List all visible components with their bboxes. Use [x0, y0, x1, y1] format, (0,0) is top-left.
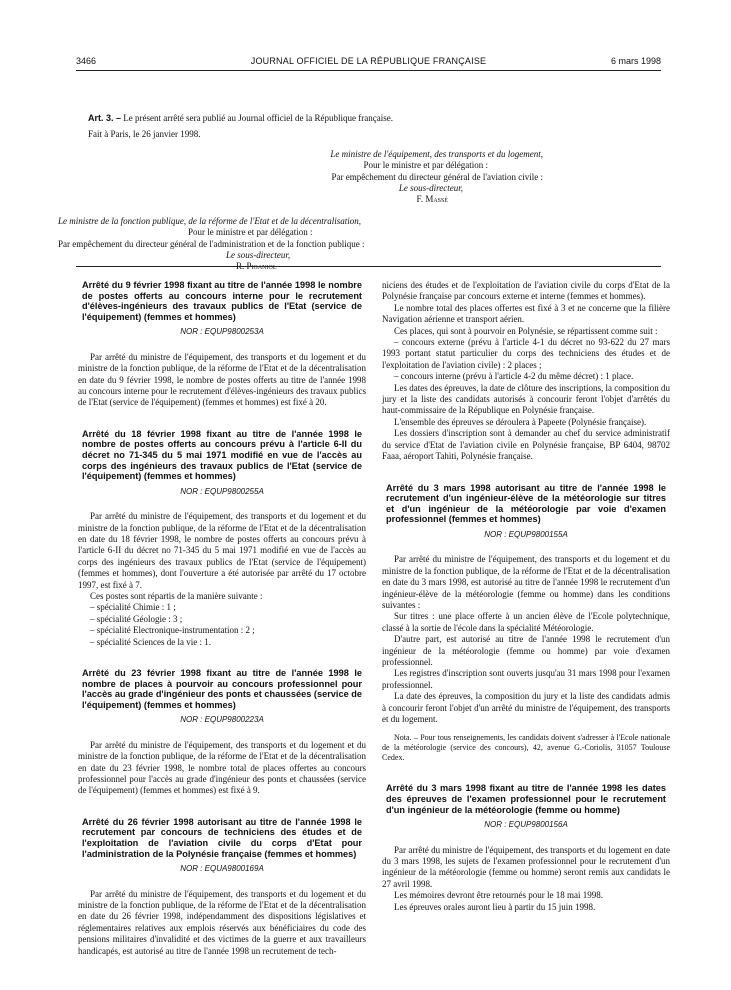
arrete-3-mars-recrutement: [382, 483, 670, 764]
sig-fp-line-4: Le sous-directeur,: [226, 250, 291, 261]
arrete-title: Arrêté du 18 février 1998 fixant au titre de l'année 1998 le nombre de postes offerts au concours prévu à l'article 6-II du décret no 71-345 du 5 mai 1971 modifié en vue de l'accès au corps des ingénieurs des travaux publics de l'Etat (service de l'équipement) (femmes et hommes): [82, 428, 362, 482]
list-item: – concours interne (prévu à l'article 4-2 du même décret) : 1 place.: [394, 371, 634, 382]
list-item: – concours externe (prévu à l'article 4-1 du décret no 93-622 du 27 mars 1993 portant statut particulier du corps des techniciens des études et de l'exploitation de l'aviation civile) : 2 places ;: [382, 337, 670, 370]
arrete-body: D'autre part, est autorisé au titre de l'année 1998 le recrutement d'un ingénieur de la météorologie (femme ou homme) par voie d'examen professionnel.: [382, 634, 670, 667]
list-item: – spécialité Chimie : 1 ;: [90, 602, 176, 613]
arrete-18-fevrier: [78, 429, 366, 648]
arrete-title: Arrêté du 9 février 1998 fixant au titre de l'année 1998 le nombre de postes offerts au concours interne pour le recrutement d'élèves-ingénieurs des travaux publics de l'Etat (service de l'équipement) (femmes et hommes): [82, 280, 362, 322]
arrete-body: Les dossiers d'inscription sont à demander au chef du service administratif du service d'Etat de l'aviation civile en Polynésie française, BP 6404, 98702 Faaa, aéroport Tahiti, Polynésie française.: [382, 428, 670, 462]
previous-article-end: [58, 113, 663, 273]
article-3: [88, 113, 663, 124]
nor-reference: NOR : EQUP9800155A: [484, 529, 568, 539]
nor-reference: NOR : EQUP9800156A: [484, 820, 568, 830]
arrete-3-mars-dates: [382, 783, 670, 913]
arrete-body: niciens des études et de l'exploitation de l'aviation civile du corps d'Etat de la Polynésie française par concours externe et interne (femmes et hommes).: [382, 280, 670, 302]
sig-eq-line-2: Pour le ministre et par délégation :: [363, 160, 488, 171]
arrete-body: Par arrêté du ministre de l'équipement, des transports et du logement et du ministre de la fonction publique, de la réforme de l'Etat et de la décentralisation en date du 3 mars 1998, est autorisé au titre de l'année 1998 le recrutement d'un ingénieur-élève de la météorologie (femme ou homme) dans les conditions suivantes :: [382, 554, 670, 610]
sig-fp-line-1: Le ministre de la fonction publique, de la réforme de l'Etat et de la décentralisation,: [58, 215, 362, 226]
arrete-body: La date des épreuves, la composition du jury et la liste des candidats admis à concourir feront l'objet d'un arrêté du ministre de l'équipement, des transports et du logement.: [382, 691, 670, 724]
nor-reference: NOR : EQUP9800223A: [180, 715, 264, 725]
left-column: [78, 280, 366, 957]
arrete-body: Ces postes sont répartis de la manière suivante :: [90, 591, 263, 602]
arrete-body: L'ensemble des épreuves se déroulera à Papeete (Polynésie française).: [394, 416, 647, 427]
arrete-title: Arrêté du 3 mars 1998 fixant au titre de l'année 1998 les dates des épreuves de l'examen professionnel pour le recrutement d'un ingénieur de la météorologie (femme ou homme): [386, 783, 666, 815]
fait-a-paris: Fait à Paris, le 26 janvier 1998.: [88, 129, 201, 140]
nor-reference: NOR : EQUP9800253A: [180, 327, 264, 337]
sig-eq-line-3: Par empêchement du directeur général de l'aviation civile :: [331, 171, 543, 182]
arrete-23-fevrier: [78, 668, 366, 797]
list-item: – spécialité Electronique-instrumentation : 2 ;: [90, 625, 255, 636]
sig-fp-name: R. Piganiol: [236, 261, 277, 272]
arrete-26-fevrier: [78, 817, 366, 957]
arrete-26-fevrier-suite: [382, 280, 670, 463]
nor-reference: NOR : EQUA9800169A: [180, 864, 264, 874]
nor-reference: NOR : EQUP9800255A: [180, 486, 264, 496]
right-column: [382, 280, 670, 913]
list-item: – spécialité Sciences de la vie : 1.: [90, 636, 211, 647]
arrete-body: Les dates des épreuves, la date de clôture des inscriptions, la composition du jury et la liste des candidats autorisés à concourir feront l'objet d'arrêtés du haut-commissaire de la République en Polynésie française.: [382, 382, 670, 416]
arrete-title: Arrêté du 23 février 1998 fixant au titre de l'année 1998 le nombre de places à pourvoir au concours professionnel pour l'accès au grade d'ingénieur des ponts et chaussées (service de l'équipement) (femmes et hommes): [82, 668, 362, 710]
arrete-body: Les mémoires devront être retournés pour le 18 mai 1998.: [394, 890, 603, 901]
page-number: 3466: [76, 56, 97, 66]
arrete-9-fevrier: [78, 280, 366, 409]
page-header: [76, 56, 661, 71]
arrete-body: Par arrêté du ministre de l'équipement, des transports et du logement et du ministre de la fonction publique, de la réforme de l'Etat et de la décentralisation en date du 9 février 1998, le nombre de postes offerts au titre de l'année 1998 au concours interne pour le recrutement d'élèves-ingénieurs des travaux publics de l'Etat (service de l'équipement) (femmes et hommes) est fixé à 20.: [78, 351, 366, 408]
arrete-body: Sur titres : une place offerte à un ancien élève de l'Ecole polytechnique, classé à la sortie de l'école dans la spécialité Météorologie.: [382, 611, 670, 633]
arrete-body: Par arrêté du ministre de l'équipement, des transports et du logement et du ministre de la fonction publique, de la réforme de l'Etat et de la décentralisation en date du 26 février 1998, indépendamment des dispositions législatives et réglementaires relatives aux emplois réservés aux bénéficiaires du code des pensions militaires d'invalidité et des victimes de la guerre et aux travailleurs handicapés, est autorisé au titre de l'année 1998 un recrutement de tech-: [78, 888, 366, 956]
arrete-body: Le nombre total des places offertes est fixé à 3 et ne concerne que la filière Navigation aérienne et transport aérien.: [382, 302, 670, 325]
signature-equipement: [88, 149, 663, 206]
signature-fonction-publique: [58, 216, 663, 273]
sig-fp-line-3: Par empêchement du directeur général de l'administration et de la fonction publique :: [58, 238, 365, 249]
nota: Nota. – Pour tous renseignements, les candidats doivent s'adresser à l'Ecole nationale de la météorologie (service des concours), 42, avenue G.-Coriolis, 31057 Toulouse Cedex.: [382, 733, 670, 763]
sig-fp-line-2: Pour le ministre et par délégation :: [188, 227, 313, 238]
arrete-title: Arrêté du 26 février 1998 autorisant au titre de l'année 1998 le recrutement par concours de techniciens des études et de l'exploitation de l'aviation civile du corps d'Etat pour l'administration de la Polynésie française (femmes et hommes): [82, 816, 362, 859]
arrete-body: Les registres d'inscription sont ouverts jusqu'au 31 mars 1998 pour l'examen professionnel.: [382, 668, 670, 690]
arrete-body: Par arrêté du ministre de l'équipement, des transports et du logement en date du 3 mars 1998, les sujets de l'examen professionnel pour le recrutement d'un ingénieur de la météorologie (femme ou homme) seront remis aux candidats le 27 avril 1998.: [382, 844, 670, 889]
article-3-text: Le présent arrêté sera publié au Journal officiel de la République française.: [123, 113, 393, 123]
sig-eq-line-1: Le ministre de l'équipement, des transports et du logement,: [330, 148, 543, 159]
arrete-body: Les épreuves orales auront lieu à partir du 15 juin 1998.: [394, 901, 596, 912]
section-rule: [76, 266, 661, 267]
article-3-label: Art. 3. –: [88, 113, 122, 123]
list-item: – spécialité Géologie : 3 ;: [90, 613, 183, 624]
arrete-body: Ces places, qui sont à pourvoir en Polynésie, se répartissent comme suit :: [394, 325, 658, 336]
issue-date: 6 mars 1998: [610, 56, 661, 66]
journal-title: JOURNAL OFFICIEL DE LA RÉPUBLIQUE FRANÇAISE: [250, 56, 487, 66]
sig-eq-name: F. Massé: [416, 194, 448, 205]
arrete-body: Par arrêté du ministre de l'équipement, des transports et du logement et du ministre de la fonction publique, de la réforme de l'Etat et de la décentralisation en date du 18 février 1998, le nombre de postes offerts au concours prévu à l'article 6-II du décret no 71-345 du 5 mai 1971 modifié en vue de l'accès au corps des ingénieurs des travaux publics de l'Etat (service de l'équipement) (femmes et hommes), dont l'ouverture a été autorisée par arrêté du 17 octobre 1997, est fixé à 7.: [78, 511, 366, 590]
sig-eq-line-4: Le sous-directeur,: [398, 183, 463, 194]
arrete-body: Par arrêté du ministre de l'équipement, des transports et du logement et du ministre de la fonction publique, de la réforme de l'Etat et de la décentralisation en date du 23 février 1998, le nombre total de places offertes au concours professionnel pour l'accès au grade d'ingénieur des ponts et chaussées (service de l'équipement) (femmes et hommes) est fixé à 9.: [78, 739, 366, 796]
arrete-title: Arrêté du 3 mars 1998 autorisant au titre de l'année 1998 le recrutement d'un ingénieur-élève de la météorologie sur titres et d'un ingénieur de la météorologie par voie d'examen professionnel (femmes et hommes): [386, 482, 666, 525]
